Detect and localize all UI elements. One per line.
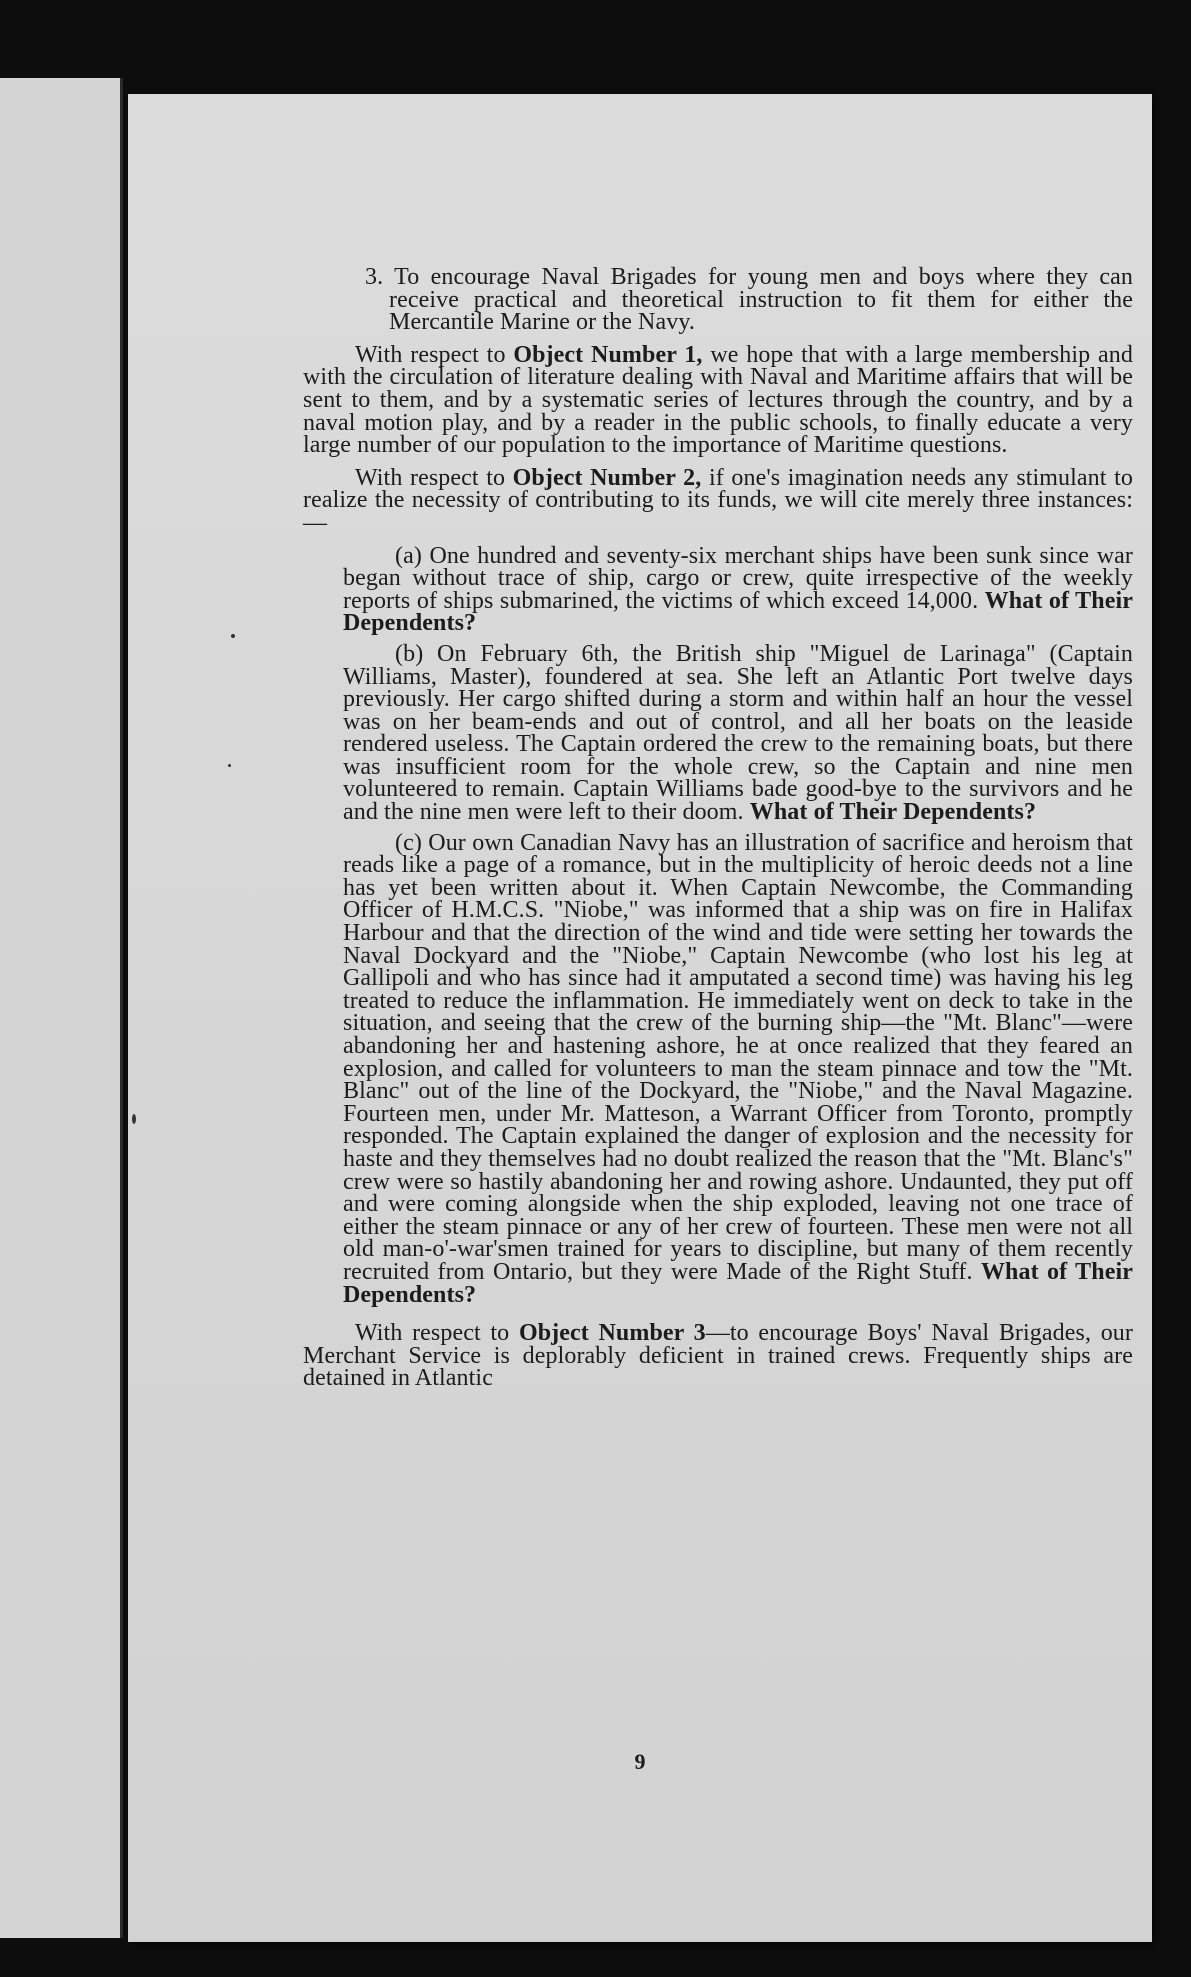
instance-a-refrain: What of Their Dependents? xyxy=(343,587,1133,637)
object-3-paragraph xyxy=(303,1322,1133,1390)
object-3-lead: With respect to xyxy=(355,1320,519,1347)
scan-speck xyxy=(132,1114,136,1124)
object-3-text: —to encourage Boys' Naval Brigades, our Merchant Service is deplorably deficient in trained crews. Frequently ships are detained in Atlantic xyxy=(303,1320,1133,1392)
object-3-label: Object Number 3 xyxy=(518,1320,706,1347)
instance-b-text: (b) On February 6th, the British ship "Miguel de Larinaga" (Captain Williams, Master), foundered at sea. She left an Atlantic Port twelve days previously. Her cargo shifted during a storm and within half an hour the vessel was on her beam-ends and out of control, and all her boats on the leaside rendered useless. The Captain ordered the crew to the remaining boats, but there was insufficient room for the whole crew, so the Captain and nine men volunteered to remain. Captain Williams bade good-bye to the survivors and he and the nine men were left to their doom. xyxy=(343,640,1133,826)
item-3-text: 3. To encourage Naval Brigades for young men and boys where they can receive practical and theoretical instruction to fit them for either the Mercantile Marine or the Navy. xyxy=(365,264,1133,336)
instance-c-refrain: What of Their Dependents? xyxy=(343,1258,1133,1308)
page-body xyxy=(303,242,1133,1400)
instance-a xyxy=(343,542,1133,637)
scan-speck xyxy=(228,764,231,767)
list-item-3 xyxy=(303,266,1133,334)
facing-page-edge xyxy=(0,78,123,1938)
instance-c xyxy=(343,829,1133,1308)
instance-b xyxy=(343,640,1133,826)
scan-speck xyxy=(231,634,235,638)
object-2-lead: With respect to xyxy=(355,464,513,491)
object-1-paragraph xyxy=(303,341,1133,459)
object-2-label: Object Number 2, xyxy=(512,464,702,491)
instance-b-refrain: What of Their Dependents? xyxy=(749,799,1037,826)
scanned-page xyxy=(128,94,1152,1942)
object-1-lead: With respect to xyxy=(355,341,514,368)
instance-c-text: (c) Our own Canadian Navy has an illustration of sacrifice and heroism that reads like a page of a romance, but in the multiplicity of heroic deeds not a line has yet been written about it. When Captain Newcombe, the Commanding Officer of H.M.C.S. "Niobe," was informed that a ship was on fire in Halifax Harbour and that the direction of the wind and tide were setting her towards the Naval Dockyard and the "Niobe," Captain Newcombe (who lost his leg at Gallipoli and who has since had it amputated a second time) was having his leg treated to reduce the inflammation. He immediately went on deck to take in the situation, and seeing that the crew of the burning ship—the "Mt. Blanc"—were abandoning her and hastening ashore, he at once realized that they feared an explosion, and called for volunteers to man the steam pinnace and tow the "Mt. Blanc" out of the line of the Dockyard, the "Niobe," and the Naval Magazine. Fourteen men, under Mr. Matteson, a Warrant Officer from Toronto, promptly responded. The Captain explained the danger of explosion and the necessity for haste and they themselves had no doubt realized the reason that the "Mt. Blanc's" crew were so hastily abandoning her and rowing ashore. Undaunted, they put off and were coming alongside when the ship exploded, leaving not one trace of either the steam pinnace or any of her crew of fourteen. These men were not all old man-o'-war'smen trained for years to discipline, but many of them recently recruited from Ontario, but they were Made of the Right Stuff. xyxy=(343,829,1133,1285)
object-2-paragraph xyxy=(303,464,1133,536)
object-1-text: we hope that with a large membership and with the circulation of literature dealing with Naval and Maritime affairs that will be sent to them, and by a systematic series of lectures through the country, and by a naval motion play, and by a reader in the public schools, to finally educate a very large number of our population to the importance of Maritime questions. xyxy=(303,341,1133,459)
object-2-text: if one's imagination needs any stimulant to realize the necessity of contributing to its funds, we will cite merely three instances:— xyxy=(303,464,1133,536)
page-number: 9 xyxy=(634,1749,646,1774)
object-1-label: Object Number 1, xyxy=(513,341,703,368)
instance-a-text: (a) One hundred and seventy-six merchant ships have been sunk since war began without trace of ship, cargo or crew, quite irrespective of the weekly reports of ships submarined, the victims of which exceed 14,000. xyxy=(343,542,1133,614)
